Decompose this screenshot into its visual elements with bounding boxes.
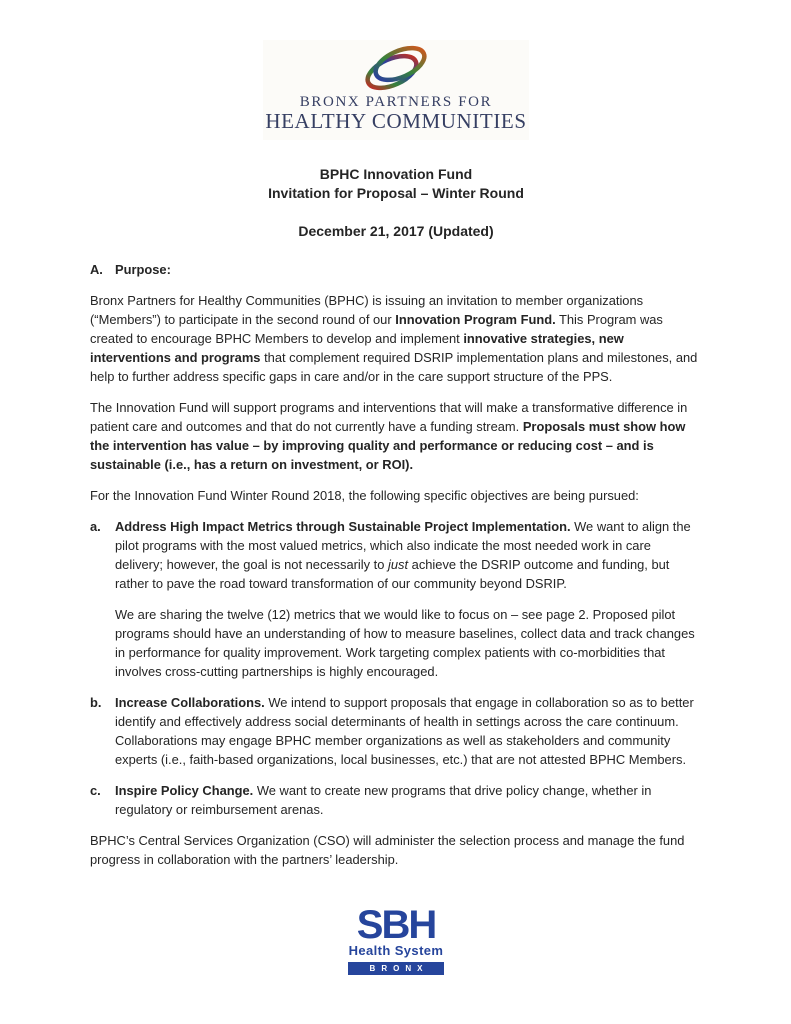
text-segment-bold: Inspire Policy Change. [115, 783, 254, 798]
paragraph-fund-support [90, 398, 702, 474]
objective-c-label: c. [90, 783, 101, 798]
text-segment: We want to align the pilot programs with the most valued metrics, which also indicate the most needed work in care delivery; however, the goal is not necessarily to [115, 519, 691, 572]
objective-a-paragraph [115, 517, 702, 593]
sbh-bronx-banner [348, 962, 444, 975]
paragraph-closing: BPHC’s Central Services Organization (CSO) will administer the selection process and manage the fund progress in collaboration with the partners’ leadership. [90, 833, 685, 867]
section-label: A. [90, 262, 103, 277]
sbh-subtitle: Health System [348, 943, 444, 958]
section-title: Purpose: [115, 262, 171, 277]
text-segment-bold: Proposals must show how the intervention has value – by improving quality and performance or reducing cost – and is sustainable (i.e., has a return on investment, or ROI). [90, 419, 686, 472]
document-date: December 21, 2017 (Updated) [298, 223, 494, 239]
document-body [90, 260, 702, 869]
objective-c-paragraph [115, 781, 702, 819]
sbh-logo [90, 903, 702, 975]
logo-org-name-line2: HEALTHY COMMUNITIES [265, 109, 527, 133]
objective-a-paragraph-2: We are sharing the twelve (12) metrics that we would like to focus on – see page 2. Proposed pilot programs should have an understanding of how to measure baselines, collect data and track changes in performance for quality improvement. Work targeting complex patients with co-morbidities that involves cross-cutting partnerships is highly encouraged. [115, 607, 695, 679]
text-segment-bold: Address High Impact Metrics through Sustainable Project Implementation. [115, 519, 571, 534]
text-segment: achieve the DSRIP outcome and funding, but rather to pave the road toward transformation of our community beyond DSRIP. [115, 557, 670, 591]
text-segment: We want to create new programs that drive policy change, whether in regulatory or reimbursement arenas. [115, 783, 652, 817]
sbh-wordmark: SBH [356, 903, 436, 947]
paragraph-intro [90, 291, 702, 386]
sbh-bronx-text: BRONX [369, 964, 429, 973]
text-segment: that complement required DSRIP implementation plans and milestones, and help to further address specific gaps in care and/or in the care support structure of the PPS. [90, 350, 698, 384]
text-segment: This Program was created to encourage BPHC Members to develop and implement [90, 312, 663, 346]
objective-item-c [90, 781, 702, 819]
logo-org-name-line1: BRONX PARTNERS FOR [299, 94, 493, 110]
bphc-logo [263, 40, 529, 140]
doc-title-line2: Invitation for Proposal – Winter Round [268, 185, 524, 201]
objective-a-label: a. [90, 519, 101, 534]
bphc-swirl-icon [356, 43, 436, 93]
objective-item-a [90, 517, 702, 681]
text-segment-bold: innovative strategies, new interventions and programs [90, 331, 624, 365]
text-segment: Bronx Partners for Healthy Communities (BPHC) is issuing an invitation to member organizations (“Members”) to participate in the second round of our [90, 293, 644, 327]
objective-b-label: b. [90, 695, 102, 710]
paragraph-objectives-intro: For the Innovation Fund Winter Round 2018, the following specific objectives are being pursued: [90, 488, 639, 503]
text-segment-bold: Increase Collaborations. [115, 695, 265, 710]
objective-item-b [90, 693, 702, 769]
text-segment-italic: just [388, 557, 409, 572]
objective-b-paragraph [115, 693, 702, 769]
text-segment: The Innovation Fund will support programs and interventions that will make a transformative difference in patient care and outcomes and that do not currently have a funding stream. [90, 400, 688, 434]
text-segment-bold: Innovation Program Fund. [395, 312, 556, 327]
section-heading-purpose [90, 260, 702, 279]
document-title [90, 165, 702, 203]
doc-title-line1: BPHC Innovation Fund [319, 166, 473, 182]
text-segment: We intend to support proposals that engage in collaboration so as to better identify and effectively address social determinants of health in settings across the care continuum. Collaborations may engage BPHC member organizations as well as stakeholders and community experts (i.e., faith-based organizations, local businesses, etc.) that are not attested BPHC Members. [115, 695, 694, 767]
